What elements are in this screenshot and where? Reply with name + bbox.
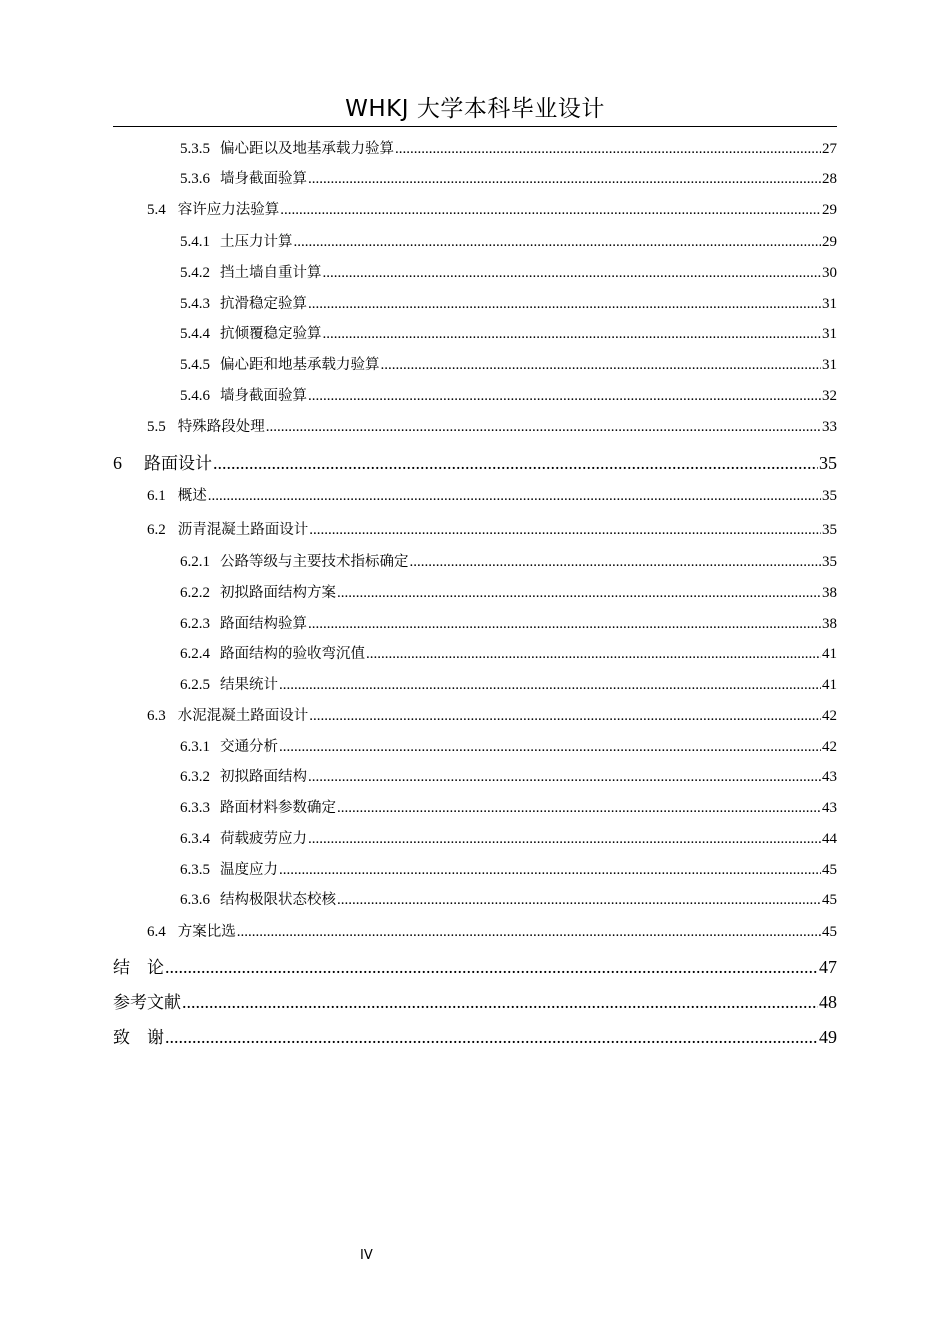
toc-entry-6-3[interactable] bbox=[0, 704, 837, 725]
toc-entry-page: 41 bbox=[822, 646, 837, 662]
toc-entry-number: 6.2 bbox=[147, 522, 166, 538]
dot-leader bbox=[337, 800, 821, 817]
toc-entry-6-3-4[interactable] bbox=[0, 827, 837, 848]
toc-entry-title: 路面结构的验收弯沉值 bbox=[220, 646, 365, 662]
toc-entry-number: 5.4.2 bbox=[180, 265, 210, 281]
toc-entry-title: 路面结构验算 bbox=[220, 616, 307, 632]
toc-entry-title: 方案比选 bbox=[177, 924, 236, 940]
toc-entry-page: 45 bbox=[822, 892, 837, 908]
dot-leader bbox=[165, 957, 818, 978]
dot-leader bbox=[308, 831, 821, 848]
toc-entry-title: 水泥混凝土路面设计 bbox=[177, 708, 309, 724]
toc-entry-5-3-6[interactable] bbox=[0, 167, 837, 188]
page-number: IV bbox=[360, 1248, 373, 1263]
toc-entry-page: 41 bbox=[822, 677, 837, 693]
dot-leader bbox=[182, 992, 818, 1013]
toc-entry-6-3-3[interactable] bbox=[0, 796, 837, 817]
toc-entry-5-4[interactable] bbox=[0, 198, 837, 219]
toc-entry-page: 29 bbox=[822, 202, 837, 218]
dot-leader bbox=[208, 488, 821, 505]
toc-entry-title: 交通分析 bbox=[220, 739, 278, 755]
toc-entry-number: 6.3.6 bbox=[180, 892, 210, 908]
toc-entry-5-3-5[interactable] bbox=[0, 137, 837, 158]
toc-entry-title: 路面材料参数确定 bbox=[220, 800, 336, 816]
dot-leader bbox=[323, 265, 822, 282]
toc-entry-number: 5.3.6 bbox=[180, 171, 210, 187]
dot-leader bbox=[395, 141, 821, 158]
dot-leader bbox=[337, 585, 821, 602]
toc-entry-title: 参考文献 bbox=[113, 993, 181, 1013]
toc-entry-acknowledgements[interactable] bbox=[0, 1023, 837, 1048]
toc-entry-6-3-6[interactable] bbox=[0, 888, 837, 909]
toc-entry-page: 42 bbox=[822, 708, 837, 724]
toc-entry-page: 31 bbox=[822, 296, 837, 312]
toc-entry-page: 45 bbox=[822, 862, 837, 878]
toc-entry-number: 5.4.3 bbox=[180, 296, 210, 312]
toc-entry-number: 6.3.1 bbox=[180, 739, 210, 755]
toc-entry-5-4-2[interactable] bbox=[0, 261, 837, 282]
dot-leader bbox=[279, 862, 821, 879]
toc-entry-number: 6.2.1 bbox=[180, 554, 210, 570]
toc-entry-6-3-1[interactable] bbox=[0, 735, 837, 756]
dot-leader bbox=[165, 1027, 818, 1048]
dot-leader bbox=[337, 892, 821, 909]
toc-entry-5-5[interactable] bbox=[0, 415, 837, 436]
toc-entry-references[interactable] bbox=[0, 988, 837, 1013]
toc-entry-page: 35 bbox=[819, 453, 837, 473]
toc-entry-6-2-2[interactable] bbox=[0, 581, 837, 602]
header-divider bbox=[113, 126, 837, 127]
toc-entry-page: 43 bbox=[822, 800, 837, 816]
toc-entry-page: 49 bbox=[819, 1027, 837, 1047]
toc-entry-number: 6 bbox=[113, 453, 122, 473]
toc-entry-page: 38 bbox=[822, 585, 837, 601]
toc-entry-title: 荷载疲劳应力 bbox=[220, 831, 307, 847]
toc-entry-page: 33 bbox=[822, 419, 837, 435]
toc-entry-title: 抗倾覆稳定验算 bbox=[220, 326, 322, 342]
toc-entry-6-2-3[interactable] bbox=[0, 612, 837, 633]
toc-entry-page: 31 bbox=[822, 357, 837, 373]
dot-leader bbox=[308, 769, 821, 786]
dot-leader bbox=[280, 202, 821, 219]
toc-entry-page: 48 bbox=[819, 992, 837, 1012]
toc-entry-6-3-5[interactable] bbox=[0, 858, 837, 879]
dot-leader bbox=[213, 453, 818, 474]
toc-entry-number: 6.3.3 bbox=[180, 800, 210, 816]
toc-entry-title: 概述 bbox=[177, 488, 207, 504]
toc-entry-5-4-1[interactable] bbox=[0, 230, 837, 251]
toc-entry-page: 30 bbox=[822, 265, 837, 281]
toc-entry-5-4-5[interactable] bbox=[0, 353, 837, 374]
toc-entry-conclusion[interactable] bbox=[0, 953, 837, 978]
page-header-title: WHKJ 大学本科毕业设计 bbox=[345, 96, 605, 122]
toc-entry-number: 6.2.5 bbox=[180, 677, 210, 693]
toc-entry-number: 5.4.5 bbox=[180, 357, 210, 373]
toc-entry-page: 47 bbox=[819, 957, 837, 977]
toc-entry-number: 5.4.1 bbox=[180, 234, 210, 250]
dot-leader bbox=[309, 708, 821, 725]
toc-entry-number: 6.2.2 bbox=[180, 585, 210, 601]
toc-entry-6-2-5[interactable] bbox=[0, 673, 837, 694]
toc-entry-page: 32 bbox=[822, 388, 837, 404]
dot-leader bbox=[308, 171, 821, 188]
toc-entry-page: 28 bbox=[822, 171, 837, 187]
toc-entry-page: 27 bbox=[822, 141, 837, 157]
toc-entry-5-4-3[interactable] bbox=[0, 292, 837, 313]
dot-leader bbox=[294, 234, 822, 251]
toc-entry-title: 初拟路面结构 bbox=[220, 769, 307, 785]
toc-entry-page: 44 bbox=[822, 831, 837, 847]
dot-leader bbox=[279, 739, 821, 756]
toc-entry-title: 公路等级与主要技术指标确定 bbox=[220, 554, 409, 570]
toc-entry-title: 沥青混凝土路面设计 bbox=[177, 522, 309, 538]
toc-entry-page: 31 bbox=[822, 326, 837, 342]
dot-leader bbox=[266, 419, 821, 436]
toc-entry-page: 29 bbox=[822, 234, 837, 250]
dot-leader bbox=[410, 554, 822, 571]
toc-entry-page: 42 bbox=[822, 739, 837, 755]
toc-entry-page: 35 bbox=[822, 488, 837, 504]
toc-entry-number: 6.3.4 bbox=[180, 831, 210, 847]
dot-leader bbox=[237, 924, 821, 941]
toc-entry-5-4-4[interactable] bbox=[0, 322, 837, 343]
dot-leader bbox=[308, 616, 821, 633]
toc-entry-title: 墙身截面验算 bbox=[220, 388, 307, 404]
toc-entry-title: 初拟路面结构方案 bbox=[220, 585, 336, 601]
toc-entry-page: 35 bbox=[822, 522, 837, 538]
toc-entry-number: 5.4.4 bbox=[180, 326, 210, 342]
dot-leader bbox=[308, 388, 821, 405]
toc-entry-title: 结果统计 bbox=[220, 677, 278, 693]
toc-entry-6-2-1[interactable] bbox=[0, 550, 837, 571]
toc-entry-title: 致 谢 bbox=[113, 1028, 164, 1048]
dot-leader bbox=[366, 646, 821, 663]
toc-entry-title: 偏心距以及地基承载力验算 bbox=[220, 141, 394, 157]
toc-entry-number: 6.2.4 bbox=[180, 646, 210, 662]
toc-entry-title: 墙身截面验算 bbox=[220, 171, 307, 187]
toc-entry-number: 5.5 bbox=[147, 419, 166, 435]
toc-entry-page: 35 bbox=[822, 554, 837, 570]
dot-leader bbox=[323, 326, 822, 343]
toc-entry-number: 6.4 bbox=[147, 924, 166, 940]
toc-entry-6-2[interactable] bbox=[0, 518, 837, 539]
toc-entry-title: 挡土墙自重计算 bbox=[220, 265, 322, 281]
toc-entry-title: 温度应力 bbox=[220, 862, 278, 878]
dot-leader bbox=[308, 296, 821, 313]
toc-entry-number: 5.4 bbox=[147, 202, 166, 218]
toc-entry-title: 路面设计 bbox=[144, 454, 212, 474]
toc-entry-6[interactable] bbox=[0, 449, 837, 474]
toc-entry-number: 6.3 bbox=[147, 708, 166, 724]
toc-entry-title: 特殊路段处理 bbox=[177, 419, 265, 435]
toc-entry-title: 容许应力法验算 bbox=[177, 202, 280, 218]
toc-entry-number: 6.3.2 bbox=[180, 769, 210, 785]
toc-entry-6-2-4[interactable] bbox=[0, 642, 837, 663]
toc-entry-number: 5.3.5 bbox=[180, 141, 210, 157]
toc-entry-title: 抗滑稳定验算 bbox=[220, 296, 307, 312]
toc-entry-6-4[interactable] bbox=[0, 920, 837, 941]
toc-entry-number: 5.4.6 bbox=[180, 388, 210, 404]
toc-entry-title: 土压力计算 bbox=[220, 234, 293, 250]
toc-entry-title: 偏心距和地基承载力验算 bbox=[220, 357, 380, 373]
toc-entry-number: 6.3.5 bbox=[180, 862, 210, 878]
toc-entry-number: 6.1 bbox=[147, 488, 166, 504]
dot-leader bbox=[309, 522, 821, 539]
dot-leader bbox=[279, 677, 821, 694]
toc-entry-page: 38 bbox=[822, 616, 837, 632]
toc-entry-page: 45 bbox=[822, 924, 837, 940]
toc-entry-page: 43 bbox=[822, 769, 837, 785]
toc-entry-title: 结构极限状态校核 bbox=[220, 892, 336, 908]
dot-leader bbox=[381, 357, 822, 374]
toc-entry-6-3-2[interactable] bbox=[0, 765, 837, 786]
toc-entry-number: 6.2.3 bbox=[180, 616, 210, 632]
toc-entry-title: 结 论 bbox=[113, 958, 164, 978]
toc-entry-6-1[interactable] bbox=[0, 484, 837, 505]
toc-entry-5-4-6[interactable] bbox=[0, 384, 837, 405]
